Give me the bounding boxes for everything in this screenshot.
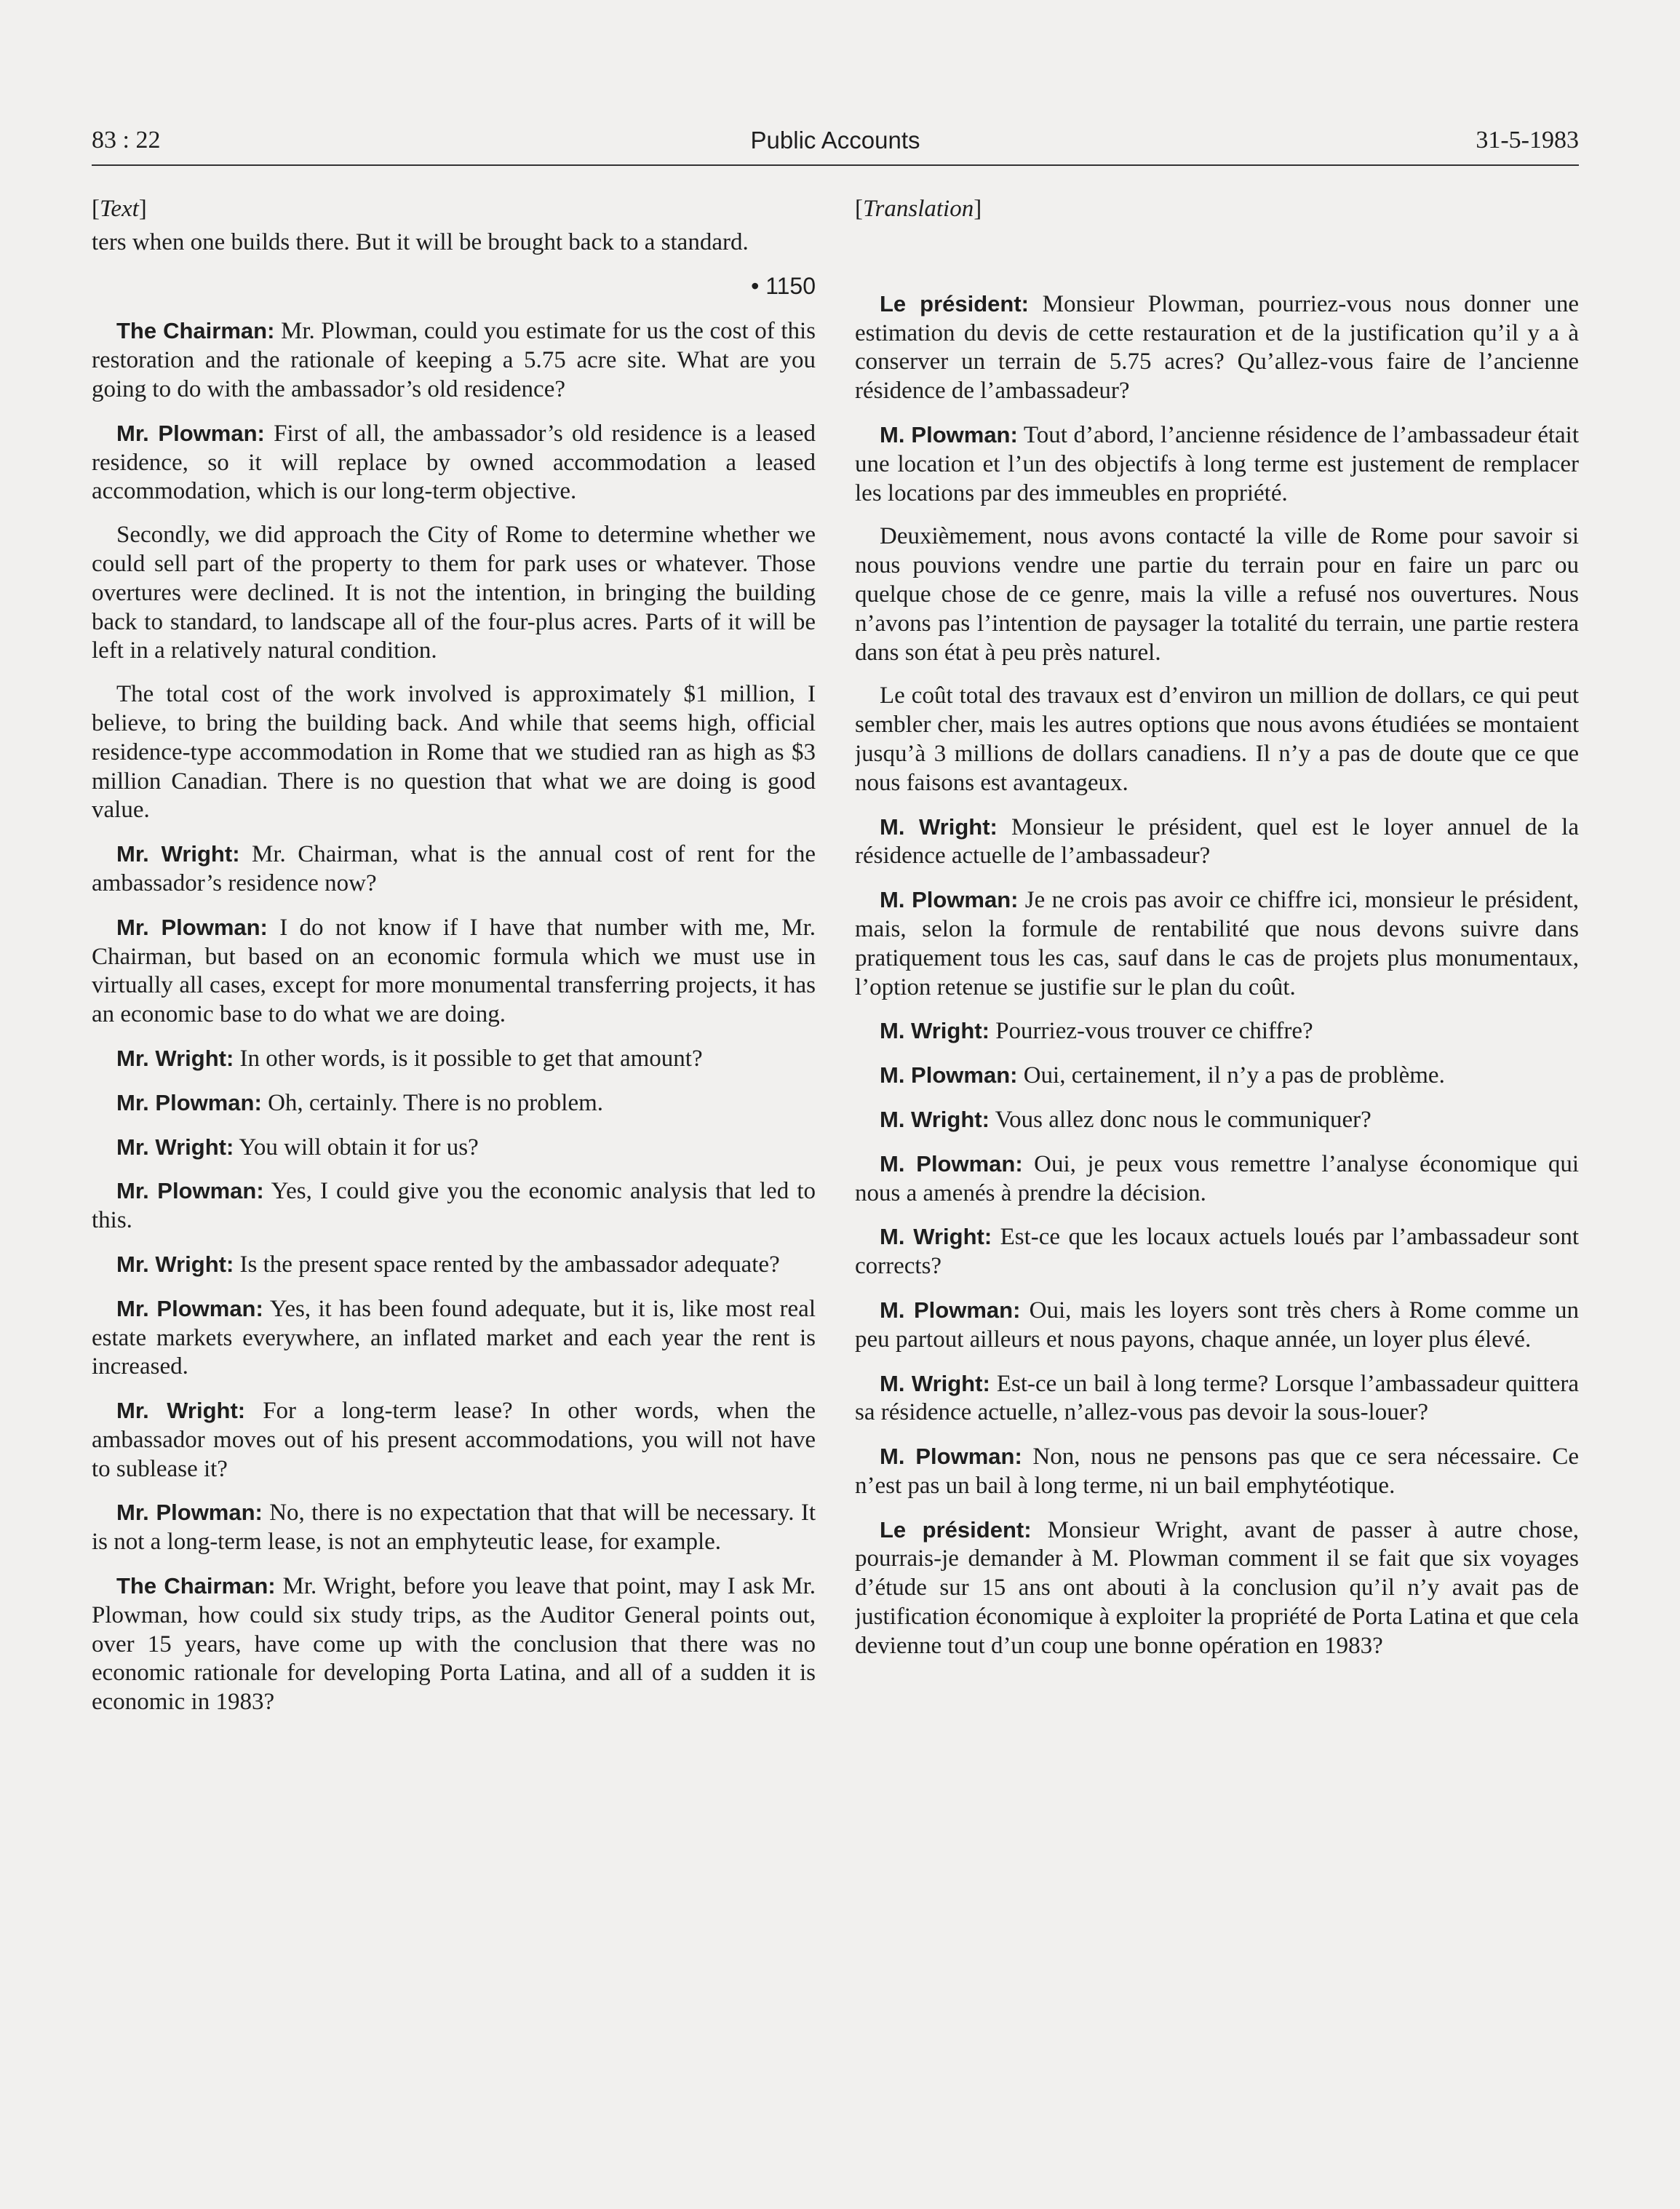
transcript-paragraph <box>92 1250 816 1280</box>
speaker-name: M. Plowman: <box>880 1062 1018 1088</box>
paragraph-text: Yes, I could give you the economic analysis that led to this. <box>92 1178 816 1234</box>
paragraph-text: Pourriez-vous trouver ce chiffre? <box>989 1018 1313 1045</box>
speaker-name: M. Wright: <box>880 1106 990 1132</box>
paragraph-text: In other words, is it possible to get that amount? <box>234 1045 703 1072</box>
speaker-name: M. Plowman: <box>880 1150 1023 1177</box>
transcript-paragraph <box>92 419 816 506</box>
paragraph-text: Vous allez donc nous le communiquer? <box>989 1106 1372 1133</box>
transcript-paragraph <box>855 1105 1579 1135</box>
paragraph-text: Oui, certainement, il n’y a pas de problème. <box>1017 1062 1445 1089</box>
page-number: 83 : 22 <box>92 127 161 154</box>
paragraph-text: For a long-term lease? In other words, when the ambassador moves out of his present accommodations, you will not have to sublease it? <box>92 1398 816 1482</box>
speaker-name: M. Wright: <box>880 813 998 840</box>
page-header <box>92 124 1579 166</box>
paragraph-text: Monsieur le président, quel est le loyer annuel de la résidence actuelle de l’ambassadeur? <box>855 813 1579 869</box>
transcript-paragraph <box>855 290 1579 406</box>
speaker-name: M. Wright: <box>880 1370 990 1396</box>
transcript-paragraph <box>92 1133 816 1163</box>
paragraph-text: Tout d’abord, l’ancienne résidence de l’ambassadeur était une location et l’un des objectifs à long terme est justement de remplacer les locations par des immeubles en propriété. <box>855 421 1579 506</box>
speaker-name: Mr. Plowman: <box>116 1500 263 1526</box>
speaker-name: Mr. Wright: <box>116 1398 246 1424</box>
transcript-paragraph <box>855 1296 1579 1355</box>
transcript-paragraph <box>92 1088 816 1118</box>
transcript-paragraph <box>855 1061 1579 1091</box>
paragraph-text: Est-ce un bail à long terme? Lorsque l’ambassadeur quittera sa résidence actuelle, n’allez-vous pas devoir la sous-louer? <box>855 1370 1579 1426</box>
paragraph-text: Je ne crois pas avoir ce chiffre ici, monsieur le président, mais, selon la formule de rentabilité que nous devons suivre dans pratiquement tous les cas, sauf dans le cas de projets plus monumentaux, l’option retenue se justifie sur le plan du coût. <box>855 887 1579 1000</box>
speaker-name: Mr. Plowman: <box>116 914 268 940</box>
speaker-name: Mr. Plowman: <box>116 1089 262 1115</box>
page-date: 31-5-1983 <box>1476 127 1579 154</box>
speaker-name: Mr. Wright: <box>116 1134 234 1160</box>
transcript-paragraph <box>92 1177 816 1235</box>
french-column-tag: [Translation] <box>855 196 982 222</box>
transcript-paragraph <box>855 1369 1579 1428</box>
speaker-name: M. Plowman: <box>880 1297 1021 1323</box>
transcript-paragraph <box>855 1150 1579 1209</box>
paragraph-text: Secondly, we did approach the City of Rome to determine whether we could sell part of the property to them for park uses or whatever. Those overtures were declined. It is not the intention, in bringing the building back to standard, to landscape all of the four-plus acres. Parts of it will be left in a relatively natural condition. <box>92 522 816 664</box>
paragraph-text: Mr. Chairman, what is the annual cost of rent for the ambassador’s residence now? <box>92 841 816 896</box>
english-paragraphs <box>92 317 816 1717</box>
speaker-name: M. Plowman: <box>880 1444 1022 1470</box>
speaker-name: M. Wright: <box>880 1018 990 1044</box>
french-column <box>855 195 1579 2079</box>
transcript-paragraph <box>92 1498 816 1557</box>
transcript-paragraph <box>855 1442 1579 1501</box>
transcript-paragraph <box>855 1222 1579 1281</box>
transcript-paragraph <box>855 682 1579 797</box>
paragraph-text: Is the present space rented by the ambassador adequate? <box>234 1251 780 1278</box>
transcript-paragraph <box>855 813 1579 872</box>
transcript-paragraph <box>92 913 816 1030</box>
paragraph-text: Le coût total des travaux est d’environ un million de dollars, ce qui peut sembler cher, mais les autres options que nous avons étudiées se montaient jusqu’à 3 millions de dollars canadiens. Il n’y a pas de doute que ce que nous faisons est avantageux. <box>855 682 1579 796</box>
paragraph-text: Oui, je peux vous remettre l’analyse économique qui nous a amenés à prendre la décision. <box>855 1150 1579 1206</box>
paragraph-text: No, there is no expectation that that will be necessary. It is not a long-term lease, is not an emphyteutic lease, for example. <box>92 1500 816 1556</box>
speaker-name: M. Plowman: <box>880 887 1019 913</box>
paragraph-text: Monsieur Plowman, pourriez-vous nous donner une estimation du devis de cette restauration et de la justification qu’il y a à conserver un terrain de 5.75 acres? Qu’allez-vous faire de l’ancienne résidence de l’ambassadeur? <box>855 290 1579 405</box>
transcript-paragraph <box>855 885 1579 1002</box>
english-column <box>92 195 816 2079</box>
transcript-paragraph <box>92 1294 816 1382</box>
transcript-paragraph <box>92 317 816 404</box>
paragraph-text: You will obtain it for us? <box>234 1134 479 1161</box>
speaker-name: Mr. Plowman: <box>116 420 265 446</box>
speaker-name: The Chairman: <box>116 318 275 344</box>
paragraph-text: Yes, it has been found adequate, but it is, like most real estate markets everywhere, an inflated market and each year the rent is increased. <box>92 1295 816 1380</box>
paragraph-text: Deuxièmement, nous avons contacté la ville de Rome pour savoir si nous pouvions vendre une partie du terrain pour en faire un parc ou quelque chose de ce genre, mais la ville a refusé nos ouvertures. Nous n’avons pas l’intention de paysager la totalité du terrain, une partie restera dans son état à peu près naturel. <box>855 523 1579 666</box>
paragraph-text: I do not know if I have that number with me, Mr. Chairman, but based on an economic formula which we must use in virtually all cases, except for more monumental transferring projects, it has an economic base to do what we are doing. <box>92 914 816 1028</box>
paragraph-text: Est-ce que les locaux actuels loués par l’ambassadeur sont corrects? <box>855 1224 1579 1280</box>
transcript-paragraph <box>92 1044 816 1074</box>
transcript-paragraph <box>92 521 816 666</box>
transcript-paragraph <box>855 421 1579 508</box>
paragraph-text: First of all, the ambassador’s old residence is a leased residence, so it will replace by owned accommodation a leased accommodation, which is our long-term objective. <box>92 420 816 505</box>
speaker-name: The Chairman: <box>116 1573 276 1599</box>
paragraph-text: Non, nous ne pensons pas que ce sera nécessaire. Ce n’est pas un bail à long terme, ni un bail emphytéotique. <box>855 1444 1579 1499</box>
transcript-paragraph <box>92 1396 816 1484</box>
speaker-name: Le président: <box>880 290 1030 317</box>
transcript-paragraph <box>855 1516 1579 1661</box>
paragraph-text: Monsieur Wright, avant de passer à autre chose, pourrais-je demander à M. Plowman comment il se fait que six voyages d’étude sur 15 ans ont abouti à la conclusion qu’il n’y avait pas de justification économique à exploiter la propriété de Porta Latina et que cela devienne tout d’un coup une bonne opération en 1983? <box>855 1516 1579 1659</box>
speaker-name: Mr. Wright: <box>116 841 240 867</box>
speaker-name: M. Plowman: <box>880 421 1018 447</box>
paragraph-text: Oui, mais les loyers sont très chers à Rome comme un peu partout ailleurs et nous payons, chaque année, un loyer plus élevé. <box>855 1297 1579 1353</box>
transcript-paragraph <box>92 680 816 825</box>
english-intro-text: ters when one builds there. But it will be brought back to a standard. <box>92 228 749 255</box>
speaker-name: Mr. Wright: <box>116 1045 234 1071</box>
speaker-name: Mr. Plowman: <box>116 1178 264 1204</box>
speaker-name: M. Wright: <box>880 1224 992 1250</box>
transcript-paragraph <box>92 1572 816 1717</box>
paragraph-text: Mr. Wright, before you leave that point, may I ask Mr. Plowman, how could six study trips, as the Auditor General points out, over 15 years, have come up with the conclusion that there was no economic rationale for developing Porta Latina, and all of a sudden it is economic in 1983? <box>92 1573 816 1716</box>
french-paragraphs <box>855 290 1579 1661</box>
speaker-name: Le président: <box>880 1516 1032 1543</box>
time-marker: • 1150 <box>751 272 816 299</box>
paragraph-text: The total cost of the work involved is approximately $1 million, I believe, to bring the building back. And while that seems high, official residence-type accommodation in Rome that we studied ran as high as $3 million Canadian. There is no question that what we are doing is good value. <box>92 681 816 824</box>
transcript-paragraph <box>855 522 1579 667</box>
english-column-tag: [Text] <box>92 196 147 222</box>
paragraph-text: Oh, certainly. There is no problem. <box>261 1089 604 1116</box>
publication-title: Public Accounts <box>750 127 920 154</box>
speaker-name: Mr. Plowman: <box>116 1295 263 1321</box>
speaker-name: Mr. Wright: <box>116 1251 234 1277</box>
transcript-paragraph <box>855 1016 1579 1046</box>
paragraph-text: Mr. Plowman, could you estimate for us the cost of this restoration and the rationale of keeping a 5.75 acre site. What are you going to do with the ambassador’s old residence? <box>92 318 816 402</box>
transcript-paragraph <box>92 840 816 899</box>
